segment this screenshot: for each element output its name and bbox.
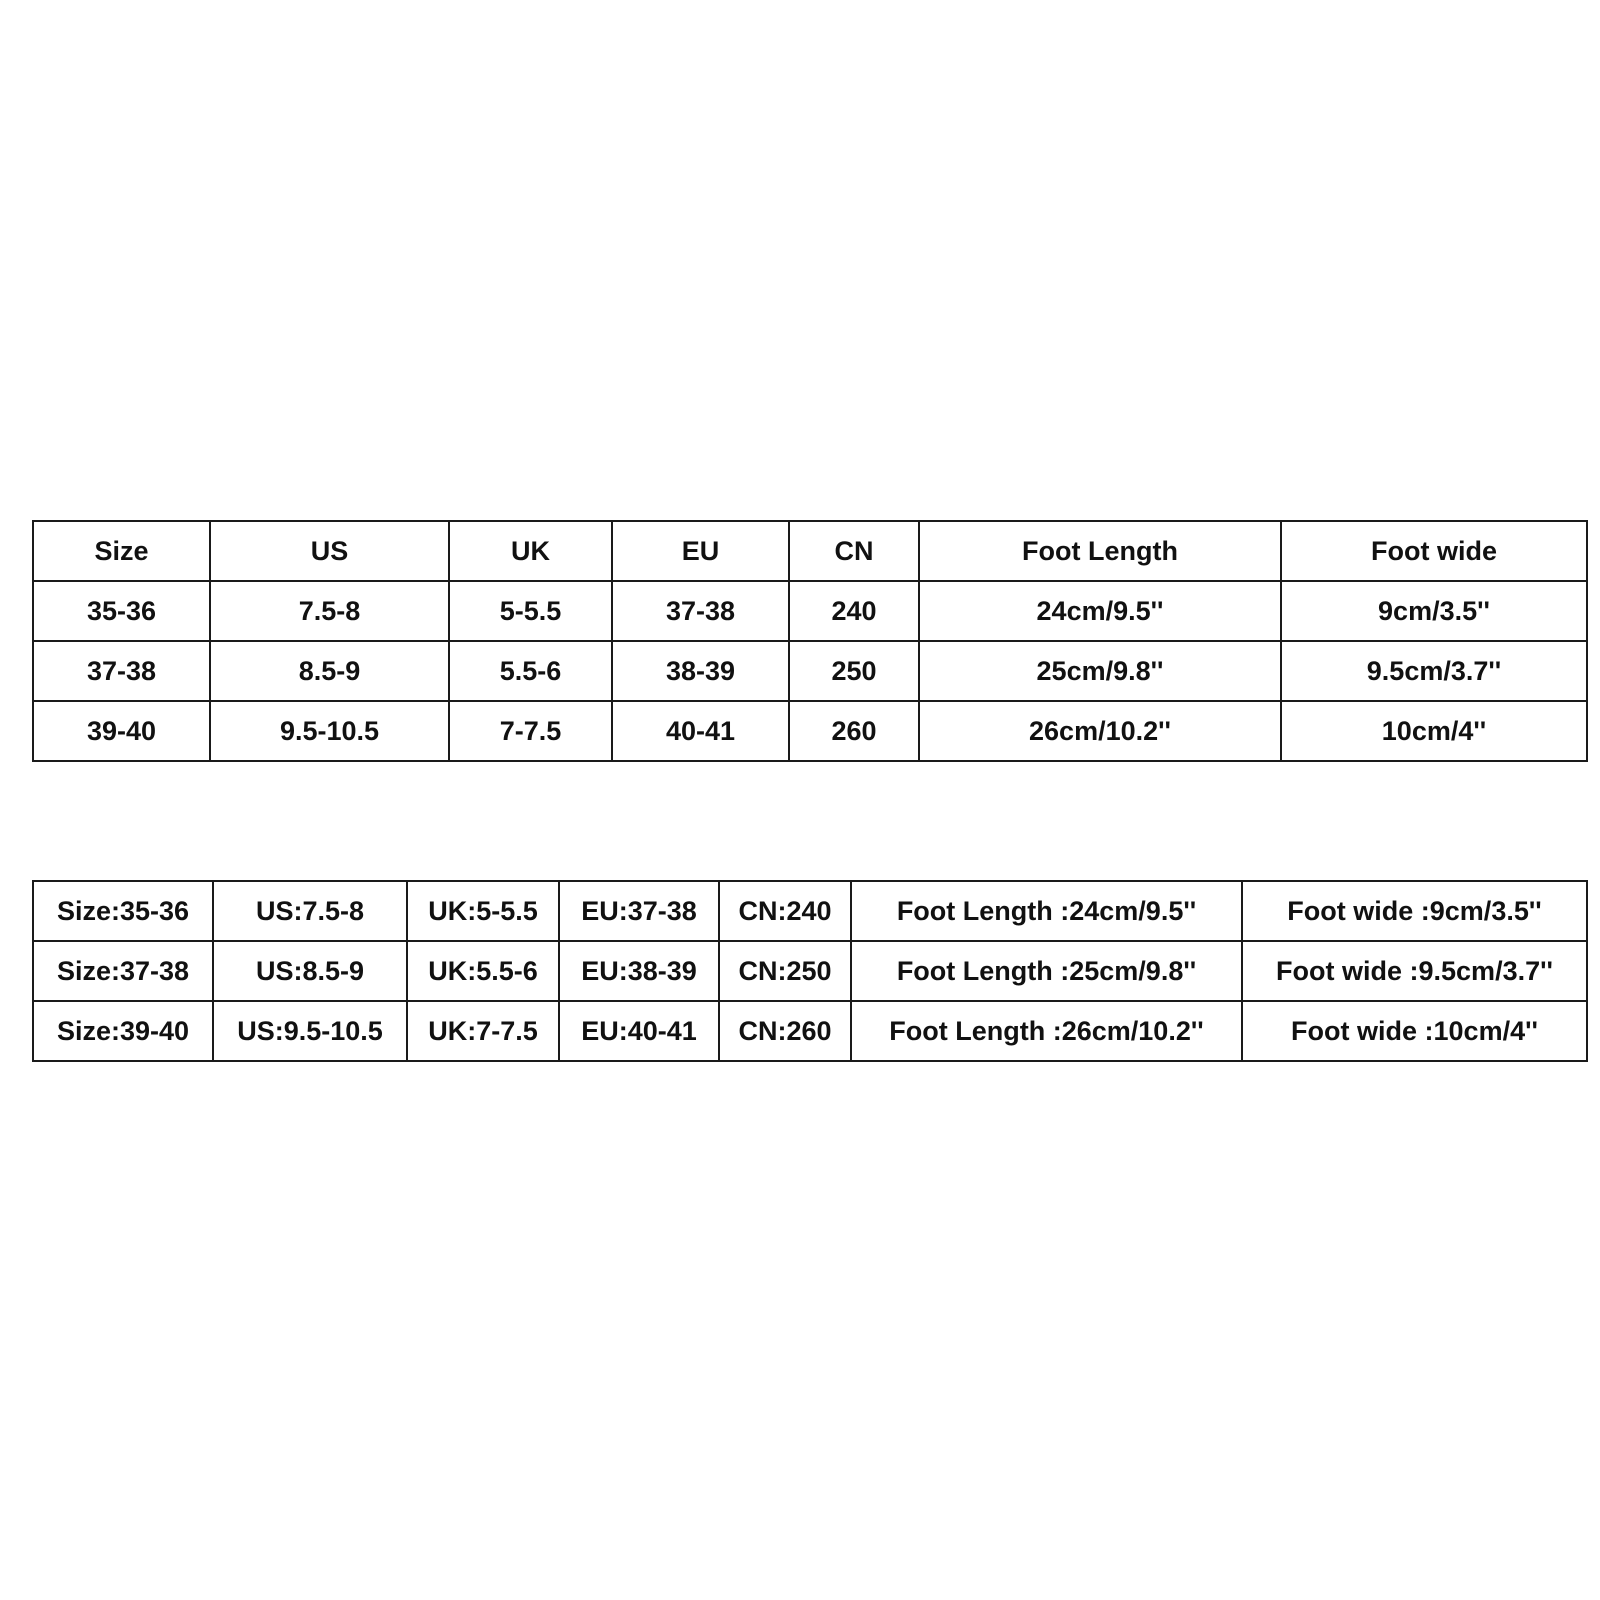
cell-us: US:9.5-10.5 xyxy=(213,1001,407,1061)
header-foot-wide: Foot wide xyxy=(1281,521,1587,581)
cell-cn: CN:260 xyxy=(719,1001,851,1061)
cell-eu: 40-41 xyxy=(612,701,789,761)
cell-uk: UK:5.5-6 xyxy=(407,941,559,1001)
table-row xyxy=(33,881,1587,941)
cell-size: 39-40 xyxy=(33,701,210,761)
cell-eu: EU:40-41 xyxy=(559,1001,719,1061)
cell-us: US:8.5-9 xyxy=(213,941,407,1001)
table-row xyxy=(33,641,1587,701)
cell-size: Size:35-36 xyxy=(33,881,213,941)
cell-eu: 37-38 xyxy=(612,581,789,641)
cell-cn: 250 xyxy=(789,641,919,701)
cell-cn: 240 xyxy=(789,581,919,641)
cell-foot-length: Foot Length :25cm/9.8'' xyxy=(851,941,1242,1001)
cell-foot-wide: Foot wide :10cm/4'' xyxy=(1242,1001,1587,1061)
header-size: Size xyxy=(33,521,210,581)
cell-foot-wide: Foot wide :9.5cm/3.7'' xyxy=(1242,941,1587,1001)
cell-cn: 260 xyxy=(789,701,919,761)
header-cn: CN xyxy=(789,521,919,581)
cell-foot-wide: 9.5cm/3.7'' xyxy=(1281,641,1587,701)
header-foot-length: Foot Length xyxy=(919,521,1281,581)
cell-uk: 7-7.5 xyxy=(449,701,612,761)
size-chart-inline-table xyxy=(32,880,1588,1062)
cell-us: 9.5-10.5 xyxy=(210,701,449,761)
cell-foot-wide: 9cm/3.5'' xyxy=(1281,581,1587,641)
cell-foot-length: Foot Length :24cm/9.5'' xyxy=(851,881,1242,941)
cell-size: Size:39-40 xyxy=(33,1001,213,1061)
cell-foot-length: 24cm/9.5'' xyxy=(919,581,1281,641)
cell-us: 7.5-8 xyxy=(210,581,449,641)
table-row xyxy=(33,581,1587,641)
cell-foot-length: 25cm/9.8'' xyxy=(919,641,1281,701)
table-row xyxy=(33,701,1587,761)
size-chart-table xyxy=(32,520,1588,762)
cell-size: Size:37-38 xyxy=(33,941,213,1001)
cell-size: 37-38 xyxy=(33,641,210,701)
table-row xyxy=(33,941,1587,1001)
cell-foot-wide: 10cm/4'' xyxy=(1281,701,1587,761)
cell-foot-length: 26cm/10.2'' xyxy=(919,701,1281,761)
table-row xyxy=(33,1001,1587,1061)
cell-size: 35-36 xyxy=(33,581,210,641)
cell-cn: CN:250 xyxy=(719,941,851,1001)
cell-uk: UK:5-5.5 xyxy=(407,881,559,941)
table-header-row xyxy=(33,521,1587,581)
cell-eu: 38-39 xyxy=(612,641,789,701)
cell-foot-wide: Foot wide :9cm/3.5'' xyxy=(1242,881,1587,941)
cell-us: US:7.5-8 xyxy=(213,881,407,941)
header-eu: EU xyxy=(612,521,789,581)
cell-uk: UK:7-7.5 xyxy=(407,1001,559,1061)
cell-foot-length: Foot Length :26cm/10.2'' xyxy=(851,1001,1242,1061)
cell-cn: CN:240 xyxy=(719,881,851,941)
cell-eu: EU:38-39 xyxy=(559,941,719,1001)
cell-us: 8.5-9 xyxy=(210,641,449,701)
header-uk: UK xyxy=(449,521,612,581)
header-us: US xyxy=(210,521,449,581)
cell-uk: 5.5-6 xyxy=(449,641,612,701)
cell-eu: EU:37-38 xyxy=(559,881,719,941)
cell-uk: 5-5.5 xyxy=(449,581,612,641)
